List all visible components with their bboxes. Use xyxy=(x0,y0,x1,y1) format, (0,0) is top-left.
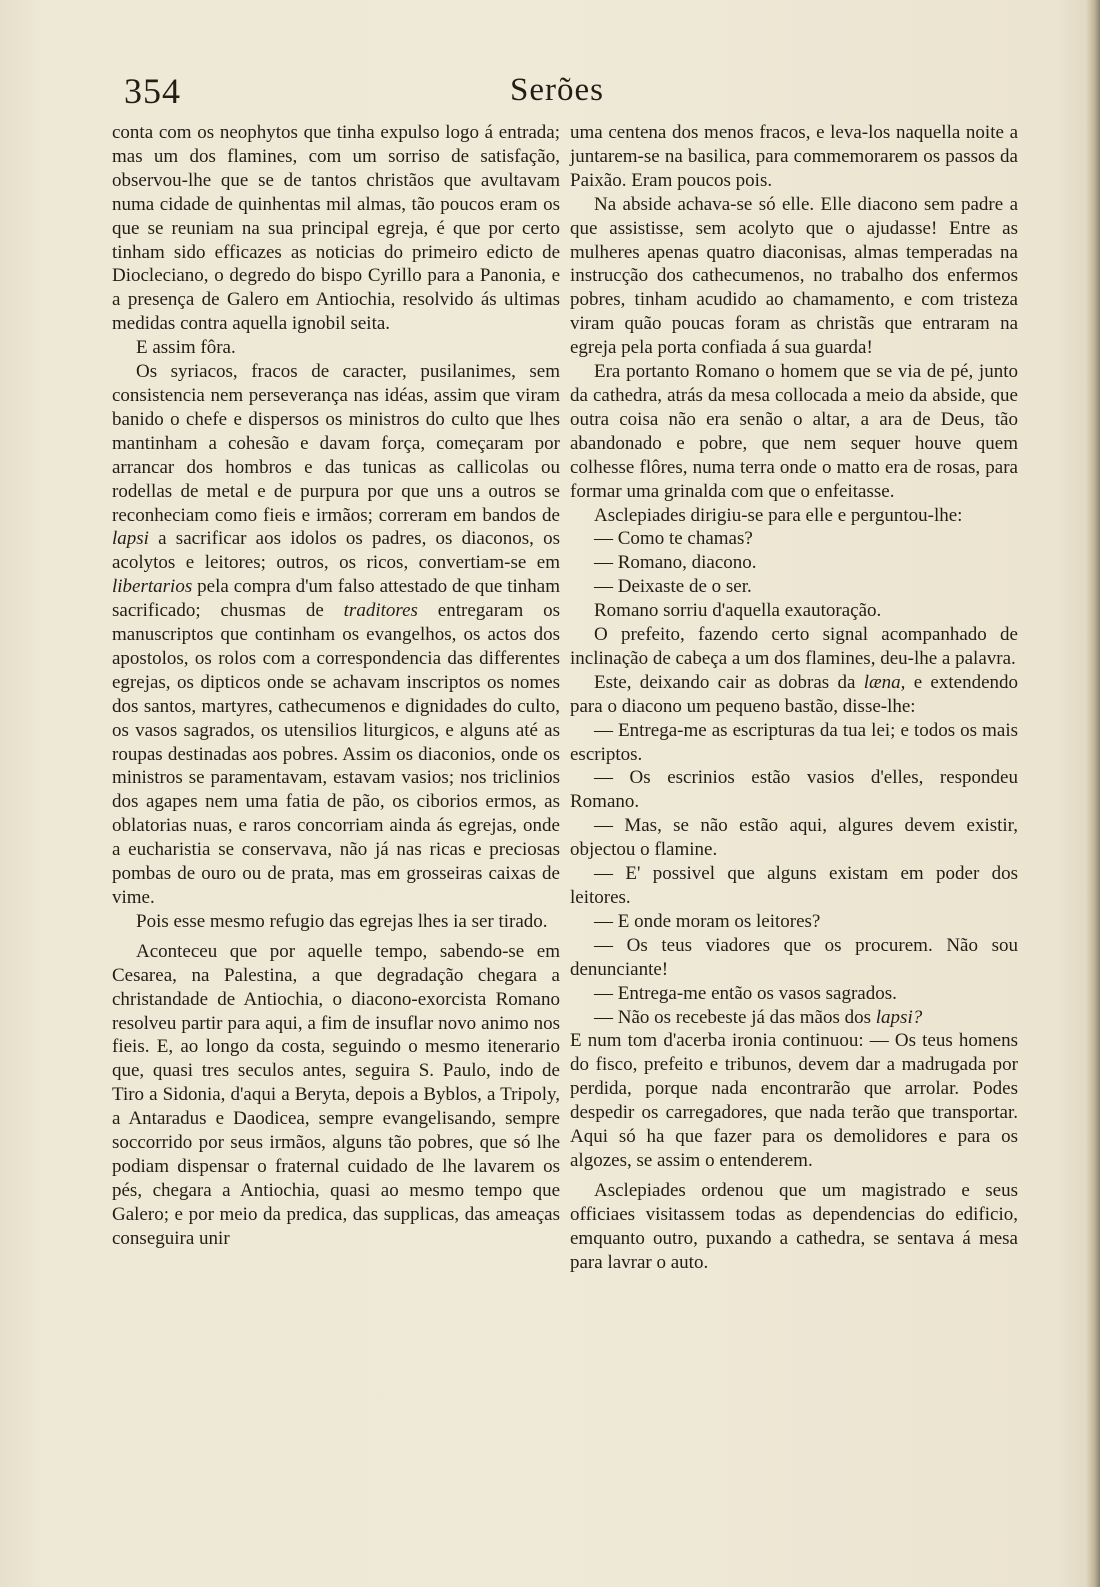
paragraph xyxy=(570,671,1018,719)
paragraph: Era portanto Romano o homem que se via de pé, junto da cathedra, atrás da mesa collocada a meio da abside, que outra coisa não era senão o altar, a ara de Deus, tão abandonado e pobre, que nem sequer houve quem colhesse flôres, numa terra onde o matto era de rosas, para formar uma grinalda com que o enfeitasse. xyxy=(570,361,1018,502)
dialogue-line: — Mas, se não estão aqui, algures devem existir, objectou o flamine. xyxy=(570,815,1018,861)
paragraph: conta com os neophytos que tinha expulso logo á entrada; mas um dos flamines, com um sorriso de satisfação, observou-lhe que se de tantos christãos que avultavam numa cidade de quinhentas mil almas, tão poucos eram os que se reuniam na sua principal egreja, é que por certo tinham sido efficazes as noticias do primeiro edicto de Diocleciano, o degredo do bispo Cyrillo para a Panonia, e a presença de Galero em Antiochia, resolvido ás ultimas medidas contra aquella ignobil seita. xyxy=(112,122,560,335)
page-edge-shadow xyxy=(1086,0,1100,1587)
text-run: a sacrificar aos idolos os padres, os diaconos, os acolytos e leitores; outros, os ricos, convertiam-se em xyxy=(112,528,561,574)
page-header xyxy=(124,70,620,120)
paragraph: E assim fôra. xyxy=(136,337,236,359)
dialogue-line: — E onde moram os leitores? xyxy=(594,910,821,932)
paragraph: Aconteceu que por aquelle tempo, sabendo-se em Cesarea, na Palestina, a que degradação chegara a christandade de Antiochia, o diacono-exorcista Romano resolveu partir para aqui, a fim de insuflar novo animo nos fieis. E, ao longo da costa, seguindo o mesmo itenerario que, quasi tres seculos antes, seguira S. Paulo, indo de Tiro a Sidonia, d'aqui a Beryta, depois a Byblos, a Tripoly, a Antaradus e Daodicea, sempre evangelisando, sempre soccorrido por seus irmãos, alguns tão pobres, que só lhe podiam dispensar o fraternal cuidado de lhe lavarem os pés, chegara a Antiochia, quasi ao mesmo tempo que Galero; e por meio da predica, das supplicas, das ameaças conseguira unir xyxy=(112,940,560,1249)
italic-term: libertarios xyxy=(112,576,193,598)
italic-term: lapsi xyxy=(112,528,149,550)
italic-term: lapsi? xyxy=(875,1006,923,1028)
dialogue-line: — Os escrinios estão vasios d'elles, respondeu Romano. xyxy=(570,767,1018,813)
dialogue-line: — Romano, diacono. xyxy=(594,552,757,574)
text-run: pela compra d'um falso attestado de que tinham sacrificado; chusmas de xyxy=(112,576,560,622)
text-run: entregaram os manuscriptos que continham os evangelhos, os actos dos apostolos, os rolos com a correspondencia das differentes egrejas, os dipticos onde se achavam inscriptos os nomes dos santos, martyres, cathecumenos e dignidades do culto, os vasos sagrados, os utensilios liturgicos, e alguns até as roupas destinadas aos pobres. Assim os diaconios, onde os ministros se paramentavam, estavam vasios; nos triclinios dos agapes nem uma fatia de pão, os ciborios ermos, as oblatorias nuas, e raros concorriam ainda ás egrejas, onde a eucharistia se conservava, não já nas ricas e preciosas pombas de ouro ou de prata, mas em grosseiras caixas de vime. xyxy=(112,600,561,908)
text-run: Este, deixando cair as dobras da xyxy=(594,671,856,693)
right-column xyxy=(570,121,1018,1275)
left-column xyxy=(112,121,560,1251)
paragraph xyxy=(112,360,560,910)
text-run: — Não os recebeste já das mãos dos xyxy=(594,1006,872,1028)
running-title: Serões xyxy=(510,72,604,108)
dialogue-line: — Entrega-me as escripturas da tua lei; e todos os mais escriptos. xyxy=(570,719,1018,765)
italic-term: læna, xyxy=(863,671,906,693)
dialogue-line: — E' possivel que alguns existam em poder dos leitores. xyxy=(570,863,1018,908)
paragraph: O prefeito, fazendo certo signal acompanhado de inclinação de cabeça a um dos flamines, deu-lhe a palavra. xyxy=(570,624,1018,669)
page-number: 354 xyxy=(124,71,181,111)
italic-term: traditores xyxy=(343,600,418,622)
dialogue-line: — Como te chamas? xyxy=(594,528,753,550)
dialogue-line: — Os teus viadores que os procurem. Não sou denunciante! xyxy=(570,934,1018,980)
paragraph: uma centena dos menos fracos, e leva-los naquella noite a juntarem-se na basilica, para commemorarem os passos da Paixão. Eram poucos pois. xyxy=(570,122,1018,191)
paragraph: Pois esse mesmo refugio das egrejas lhes ia ser tirado. xyxy=(136,910,548,932)
dialogue-line xyxy=(570,1006,1018,1030)
paragraph: Na abside achava-se só elle. Elle diacono sem padre a que assistisse, sem acolyto que o ajudasse! Entre as mulheres apenas quatro diaconisas, almas temperadas na instrucção dos cathecumenos, no trabalho dos enfermos pobres, tinham acudido ao chamamento, e com tristeza viram quão poucas foram as christãs que entraram na egreja pela porta confiada á sua guarda! xyxy=(570,193,1018,359)
paragraph: Asclepiades ordenou que um magistrado e seus officiaes visitassem todas as dependencias do edificio, emquanto outro, puxando a cathedra, se sentava á mesa para lavrar o auto. xyxy=(570,1179,1018,1273)
dialogue-line: — Entrega-me então os vasos sagrados. xyxy=(594,982,897,1004)
dialogue-line: — Deixaste de o ser. xyxy=(594,576,752,598)
paragraph: Asclepiades dirigiu-se para elle e perguntou-lhe: xyxy=(594,504,963,526)
text-run: e extendendo para o diacono um pequeno bastão, disse-lhe: xyxy=(570,671,1019,717)
paragraph: Romano sorriu d'aquella exautoração. xyxy=(594,600,882,622)
text-run: Os syriacos, fracos de caracter, pusilanimes, sem consistencia nem perseverança nas idéas, assim que viram banido o chefe e dispersos os ministros do culto que lhes mantinham a cohesão e davam força, começaram por arrancar dos hombros e das tunicas as callicolas ou rodellas de metal e de purpura por que uns a outros se reconheciam como fieis e irmãos; correram em bandos de xyxy=(112,361,560,526)
paragraph: E num tom d'acerba ironia continuou: — Os teus homens do fisco, prefeito e tribunos, devem dar a madrugada por perdida, porque nada encontrarão que arrolar. Podes despedir os carregadores, que nada terão que transportar. Aqui só ha que fazer para os demolidores e para os algozes, se assim o entenderem. xyxy=(570,1030,1018,1171)
